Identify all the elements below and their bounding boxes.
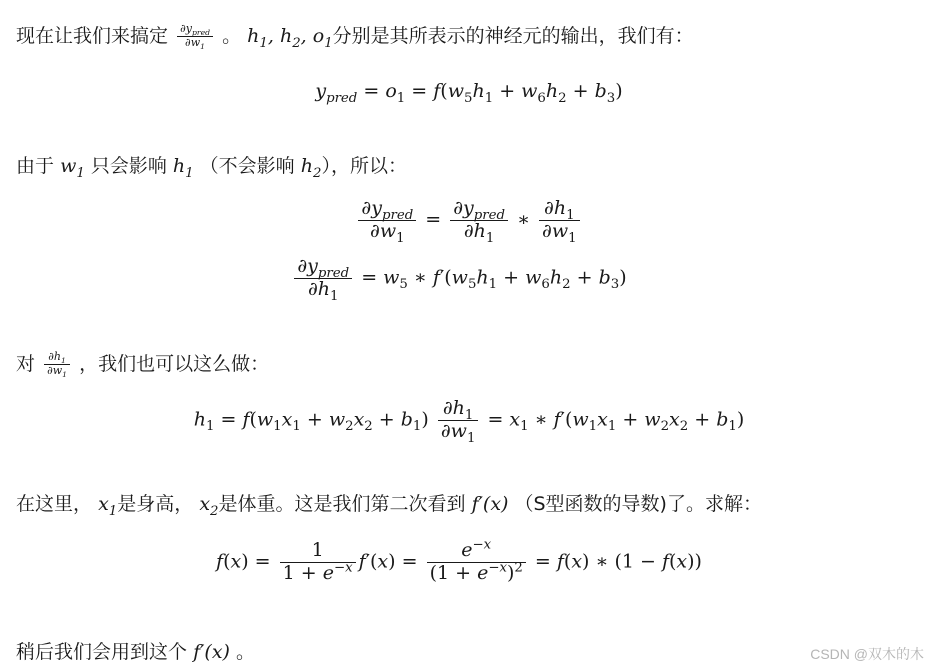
text: 在这里， bbox=[16, 493, 93, 515]
text: （S型函数的导数)了。求解： bbox=[514, 493, 762, 515]
paragraph-4: 在这里， $x_1$是身高， $x_2$是体重。这是我们第二次看到 f′(x) （S型函数的导数)了。求解： bbox=[16, 493, 762, 519]
fraction-dypred-dw1: $\frac{\partial y_{pred}}{\partial w_1}$ bbox=[177, 23, 213, 49]
text: ，我们也可以这么做： bbox=[79, 353, 270, 375]
text: 是体重。这是我们第二次看到 bbox=[218, 493, 466, 515]
text: （不会影响 bbox=[199, 155, 295, 177]
text: 只会影响 bbox=[90, 155, 167, 177]
text: 是身高， bbox=[117, 493, 194, 515]
text: ），所以： bbox=[321, 155, 407, 177]
paragraph-2: 由于 $w_1$ 只会影响 $h_1$ （不会影响 $h_2$），所以： bbox=[16, 155, 407, 181]
paragraph-3 bbox=[16, 350, 269, 378]
equation-3: $h_1 = f(w_1x_1 + w_2x_2 + b_1)$ $\frac{\partial h_1}{\partial w_1}$ = $x_1$ ∗ $f'(w_1x_1 + w_2x_2 + b_1)$ bbox=[193, 397, 745, 446]
watermark: CSDN @双木的木 bbox=[810, 646, 924, 662]
text: 分别是其所表示的神经元的输出，我们有： bbox=[332, 25, 694, 47]
equation-2b: $\frac{\partial y_{pred}}{\partial h_1}$ = $w_5$ ∗ $f'(w_5h_1 + w_6h_2 + b_3)$ bbox=[0, 256, 928, 301]
paragraph-1: 现在让我们来搞定 $\frac{\partial y_{pred}}{\partial w_1}$ 。 $h_1$, $h_2$, $o_1$分别是其所表示的神经元的输出，我们有： bbox=[16, 22, 694, 52]
equation-1: $y_{pred} = o_1 = f(w_5h_1 + w_6h_2 + b_3)$ bbox=[315, 80, 623, 106]
text: 由于 bbox=[16, 155, 55, 177]
equation-4: f(x) = $\frac{1}{1 + e^{-x}}$ f′(x) = $\frac{e^{-x}}{(1 + e^{-x})^2}$ = f(x) ∗ (1 − f(x)) bbox=[216, 537, 702, 584]
fraction-dh1-dw1: $\frac{\partial h_1}{\partial w_1}$ bbox=[44, 351, 70, 377]
text: 稍后我们会用到这个 bbox=[16, 641, 188, 663]
text: 。 bbox=[236, 641, 256, 663]
text: 。 bbox=[222, 25, 242, 47]
paragraph-5: 稍后我们会用到这个 f′(x) 。 bbox=[16, 641, 256, 663]
equation-2a: $\frac{\partial y_{pred}}{\partial w_1}$ = $\frac{\partial y_{pred}}{\partial h_1}$ ∗ $\frac{\partial h_1}{\partial w_1}$ bbox=[0, 198, 938, 243]
text: 对 bbox=[16, 353, 36, 375]
text: 现在让我们来搞定 bbox=[16, 25, 169, 47]
